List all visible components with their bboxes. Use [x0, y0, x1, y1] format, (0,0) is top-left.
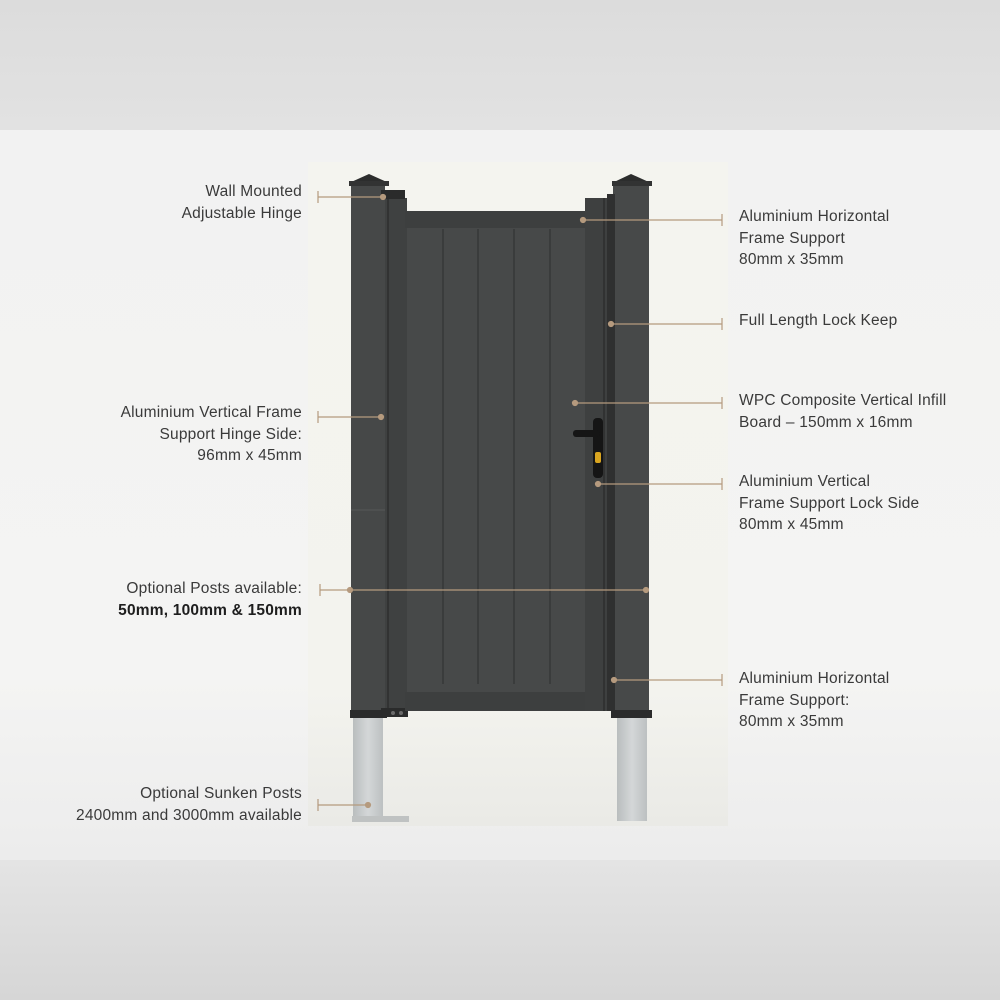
- label-line: Frame Support:: [739, 691, 850, 709]
- label-line: 80mm x 35mm: [739, 713, 844, 730]
- lock-keep: [607, 194, 615, 711]
- label-lock-side-frame: [739, 471, 919, 536]
- label-line: WPC Composite Vertical Infill: [739, 392, 947, 409]
- label-infill-board: [739, 390, 946, 433]
- label-lock-keep: [739, 310, 897, 332]
- label-optional-posts: [118, 578, 302, 621]
- label-line: 96mm x 45mm: [197, 447, 302, 464]
- label-line: 2400mm and 3000mm available: [76, 806, 302, 824]
- label-line: Aluminium Vertical: [739, 473, 871, 490]
- label-line: Optional Posts available:: [126, 580, 302, 597]
- ground-bracket: [352, 816, 409, 822]
- label-line: Optional Sunken Posts: [140, 785, 302, 802]
- label-line: Full Length Lock Keep: [739, 312, 898, 329]
- right-post-base: [611, 710, 652, 718]
- label-hinge-side-frame: [121, 402, 302, 467]
- left-post: [351, 183, 385, 715]
- label-wall-hinge: [182, 181, 302, 224]
- right-sunken-post: [617, 717, 647, 821]
- infill-board-area: [407, 227, 585, 694]
- label-line-bold: 50mm, 100mm & 150mm: [118, 601, 302, 619]
- label-top-horizontal-support: [739, 206, 889, 271]
- label-line: Support Hinge Side:: [159, 425, 302, 443]
- label-line: Aluminium Horizontal: [739, 208, 890, 225]
- label-line: 80mm x 35mm: [739, 251, 844, 268]
- label-sunken-posts: [76, 783, 302, 826]
- right-post: [613, 183, 649, 715]
- label-line: Frame Support: [739, 229, 845, 247]
- label-line: Frame Support Lock Side: [739, 494, 920, 512]
- bottom-horizontal-frame: [405, 692, 587, 711]
- label-line: Board – 150mm x 16mm: [739, 413, 913, 431]
- label-line: 80mm x 45mm: [739, 516, 844, 533]
- label-line: Aluminium Horizontal: [739, 670, 890, 687]
- label-bottom-horizontal-support: [739, 668, 889, 733]
- top-horizontal-frame: [405, 211, 587, 228]
- label-line: Adjustable Hinge: [181, 204, 302, 222]
- label-line: Aluminium Vertical Frame: [120, 404, 302, 421]
- label-line: Wall Mounted: [205, 183, 302, 200]
